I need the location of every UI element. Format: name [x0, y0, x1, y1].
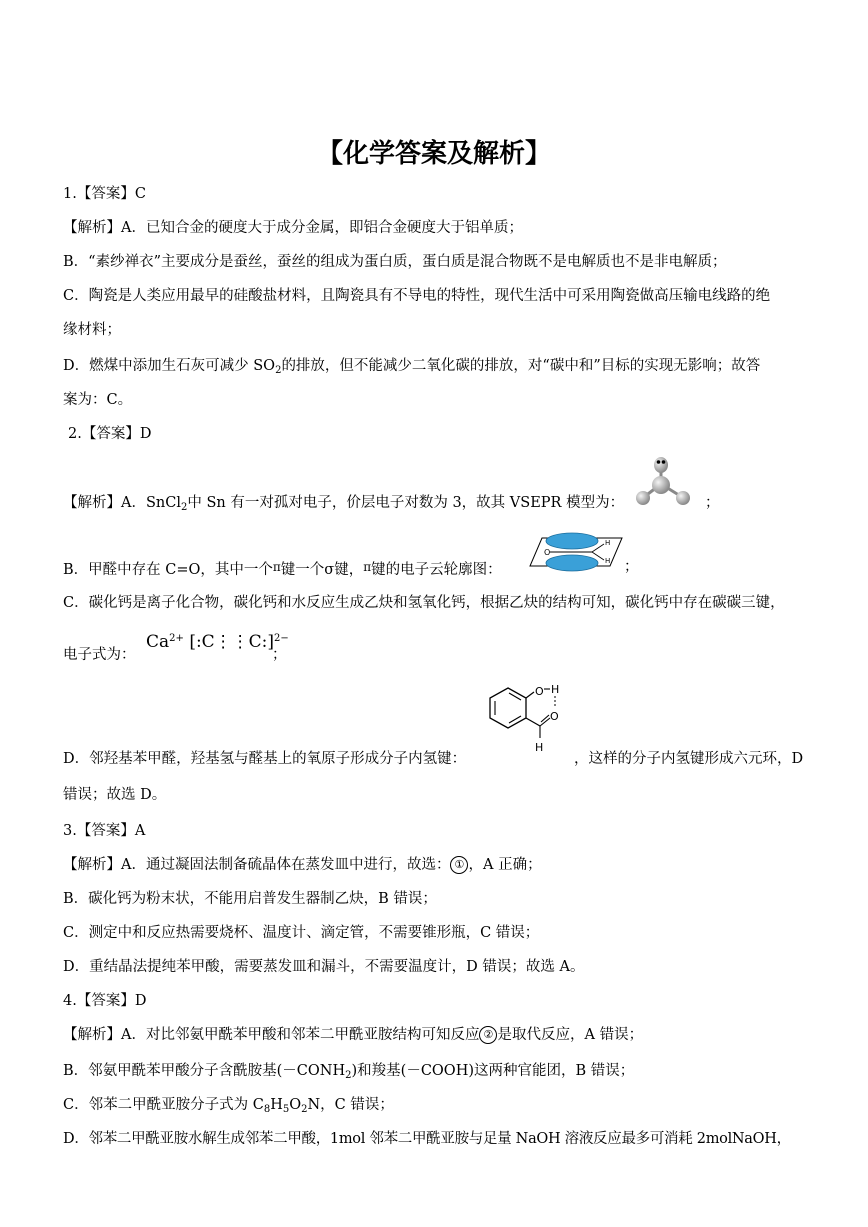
vsepr-model-figure [632, 456, 694, 508]
option-circle-2: ② [479, 1026, 497, 1044]
q1-analysis-d-line2: 案为：C。 [63, 392, 133, 408]
pi-fig-h-label-bottom: H [605, 557, 611, 565]
q1-analysis-c-line2: 缘材料； [63, 322, 121, 338]
q2-a-end: ； [705, 495, 720, 511]
q4-analysis-b: B．邻氨甲酰苯甲酸分子含酰胺基$(-CONH_2)$和羧基(－COOH)这两种官能团，B 错误； [63, 1063, 635, 1081]
q2-analysis-c-line1: C．碳化钙是离子化合物，碳化钙和水反应生成乙炔和氢氧化钙，根据乙炔的结构可知，碳化钙中存在碳碳三键， [63, 595, 785, 611]
q2-c-end: ； [272, 647, 287, 663]
q1-analysis-d-line1: D．燃煤中添加生石灰可减少 $SO_2$的排放，但不能减少二氧化碳的排放，对“碳中和”目标的实现无影响；故答 [63, 358, 761, 376]
q2-analysis-d-line1-end: ，这样的分子内氢键形成六元环，D [574, 751, 804, 767]
q3-analysis-c: C．测定中和反应热需要烧杯、温度计、滴定管，不需要锥形瓶，C 错误； [63, 925, 540, 941]
hydroxyl-h-label: H [551, 683, 560, 696]
o-hydroxybenzaldehyde-figure [484, 678, 576, 758]
pi-fig-h-label-top: H [605, 539, 611, 547]
q2-analysis-d-line2: 错误；故选 D。 [63, 787, 167, 803]
q1-analysis-b: B．“素纱禅衣”主要成分是蚕丝，蚕丝的组成为蛋白质，蛋白质是混合物既不是电解质也不是非电解质； [63, 254, 727, 270]
q2-answer: 2.【答案】D [68, 426, 152, 442]
q3-answer: 3.【答案】A [63, 823, 146, 839]
q2-analysis-d-line1: D．邻羟基苯甲醛，羟基氢与醛基上的氧原子形成分子内氢键： [63, 751, 467, 767]
aldehyde-o-label: O [550, 710, 559, 723]
hydroxyl-o-label: O [535, 685, 544, 698]
q3-analysis-d: D．重结晶法提纯苯甲酸，需要蒸发皿和漏斗，不需要温度计，D 错误；故选 A。 [63, 959, 585, 975]
aldehyde-h-label: H [535, 741, 544, 754]
q2-analysis-c-line2: 电子式为： [63, 647, 136, 663]
q4-analysis-d: D．邻苯二甲酰亚胺水解生成邻苯二甲酸，1mol 邻苯二甲酰亚胺与足量 NaOH 溶液反应最多可消耗 2molNaOH， [63, 1131, 791, 1147]
q1-analysis-a: 【解析】A．已知合金的硬度大于成分金属，即铝合金硬度大于铝单质； [63, 220, 523, 236]
option-circle-1: ① [450, 856, 468, 874]
calcium-carbide-electron-formula: $Ca^{2+}$ [:C⋮⋮C:]$^{2-}$ [146, 632, 289, 652]
q4-analysis-a: 【解析】A．对比邻氨甲酰苯甲酸和邻苯二甲酰亚胺结构可知反应 ② 是取代反应，A 错误； [63, 1027, 644, 1043]
q3-analysis-a: 【解析】A．通过凝固法制备硫晶体在蒸发皿中进行，故选： ① ，A 正确； [63, 857, 542, 873]
q1-analysis-c-line1: C．陶瓷是人类应用最早的硅酸盐材料，且陶瓷具有不导电的特性，现代生活中可采用陶瓷做高压输电线路的绝 [63, 288, 771, 304]
q2-analysis-a: 【解析】A．SnCl$_2$中 Sn 有一对孤对电子，价层电子对数为 3，故其 VSEPR 模型为： [63, 495, 625, 513]
q2-analysis-b: B．甲醛中存在 C=O，其中一个$^\pi$键一个σ键，$^\pi$键的电子云轮廓图： [63, 560, 502, 578]
q4-analysis-c: C．邻苯二甲酰亚胺分子式为 $C_8H_5O_2N$，C 错误； [63, 1097, 394, 1115]
page-title: 【化学答案及解析】 [316, 139, 551, 169]
pi-fig-o-label: O [544, 548, 551, 557]
q2-b-end: ； [624, 559, 639, 575]
pi-bond-orbital-figure [528, 530, 624, 574]
q4-answer: 4.【答案】D [63, 993, 147, 1009]
q3-analysis-b: B．碳化钙为粉末状，不能用启普发生器制乙炔，B 错误； [63, 891, 437, 907]
q1-answer: 1.【答案】C [63, 186, 146, 202]
